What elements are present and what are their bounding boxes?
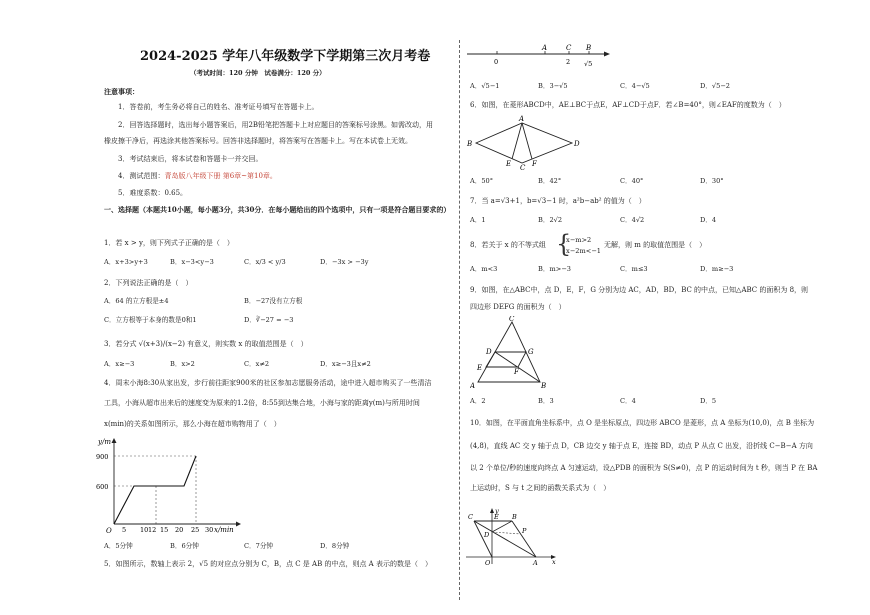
section-heading: 一、选择题（本题共10小题，每小题3分，共30分．在每小题给出的四个选项中，只有一项是符合题目要求的） bbox=[104, 205, 451, 214]
segment-db bbox=[492, 521, 512, 532]
exam-subtitle: （考试时间：120 分钟 试卷满分：120 分） bbox=[190, 69, 326, 77]
q6-option-c: C．40° bbox=[620, 177, 644, 185]
notice-item-3: 3．考试结束后，将本试卷和答题卡一并交回。 bbox=[118, 155, 263, 163]
label-e: E bbox=[506, 160, 512, 168]
q2-stem: 2．下列说法正确的是（ ） bbox=[104, 279, 193, 287]
y-tick-900: 900 bbox=[96, 453, 109, 461]
q3-option-d: D．x≥−3且x≠2 bbox=[320, 360, 371, 368]
q8-inequality-2: x−2m<−1 bbox=[566, 247, 601, 255]
x-tick-30: 30 bbox=[205, 526, 214, 534]
q9-option-b: B．3 bbox=[538, 397, 554, 405]
q3-option-b: B．x>2 bbox=[170, 360, 195, 368]
q1-option-d: D．−3x > −3y bbox=[320, 258, 369, 266]
q9-option-c: C．4 bbox=[620, 397, 636, 405]
rhombus-figure bbox=[464, 114, 584, 170]
q5-option-b: B．3−√5 bbox=[538, 82, 568, 90]
label-d: D bbox=[484, 531, 490, 539]
x-axis-label: x/min bbox=[214, 526, 234, 534]
label-y: y bbox=[495, 507, 499, 515]
triangle-figure bbox=[470, 316, 550, 390]
test-scope: 青岛版八年级下册 第6章~第10章。 bbox=[164, 172, 277, 180]
label-c: C bbox=[468, 513, 473, 521]
distance-line bbox=[114, 456, 196, 524]
q6-option-d: D．30° bbox=[700, 177, 724, 185]
label-b: B bbox=[467, 140, 473, 148]
exam-title: 2024-2025 学年八年级数学下学期第三次月考卷 bbox=[140, 49, 431, 64]
number-line bbox=[465, 42, 615, 70]
q7-option-c: C．4√2 bbox=[620, 216, 645, 224]
x-tick-20: 20 bbox=[175, 526, 184, 534]
q8-inequality-1: x−m>2 bbox=[566, 236, 592, 244]
notice-item-2-cont: 橡皮擦干净后，再选涂其他答案标号。回答非选择题时，将答案写在答题卡上。写在本试卷上无效。 bbox=[104, 137, 412, 145]
q10-stem-line4: 上运动时，S 与 t 之间的函数关系式为（ ） bbox=[470, 484, 611, 492]
q3-stem: 3．若分式 √(x+3)/(x−2) 有意义，则实数 x 的取值范围是（ ） bbox=[104, 340, 308, 348]
q8-option-c: C．m≤3 bbox=[620, 265, 648, 273]
label-d: D bbox=[486, 348, 492, 356]
q9-option-a: A．2 bbox=[470, 397, 486, 405]
q2-option-c: C．立方根等于本身的数是0和1 bbox=[104, 316, 197, 324]
segment-af bbox=[522, 123, 532, 159]
label-x: x bbox=[552, 558, 556, 566]
notice-item-4 bbox=[118, 173, 277, 180]
q8-option-b: B．m>−3 bbox=[538, 265, 571, 273]
q1-option-c: C．x/3 < y/3 bbox=[244, 258, 286, 266]
q9-stem-line1: 9．如图，在△ABC中，点 D，E，F，G 分别为边 AC，AD，BD，BC 的中点，已知△ABC 的面积为 8，则 bbox=[470, 286, 809, 294]
q4-option-c: C．7分钟 bbox=[244, 542, 274, 550]
label-a: A bbox=[519, 115, 525, 123]
y-axis-arrow bbox=[112, 438, 117, 443]
label-e: E bbox=[477, 364, 483, 372]
label-f: F bbox=[532, 160, 537, 168]
tick-label-sqrt5: √5 bbox=[584, 60, 593, 68]
q4-option-d: D．8分钟 bbox=[320, 542, 350, 550]
q3-option-c: C．x≠2 bbox=[244, 360, 270, 368]
q6-option-a: A．50° bbox=[470, 177, 494, 185]
q2-option-d: D．∛−27 = −3 bbox=[244, 316, 294, 324]
q7-option-a: A．1 bbox=[470, 216, 486, 224]
label-c: C bbox=[520, 164, 526, 170]
x-tick-25: 25 bbox=[191, 526, 200, 534]
point-a-label: A bbox=[542, 44, 548, 52]
notice-item-1: 1．答卷前，考生务必将自己的姓名、准考证号填写在答题卡上。 bbox=[118, 103, 319, 111]
label-g: G bbox=[528, 348, 534, 356]
rhombus-coordinate-figure bbox=[464, 506, 560, 566]
q4-stem-line3: x(min)的关系如图所示，那么小海在超市购物用了（ ） bbox=[104, 420, 281, 428]
q2-option-b: B．−27没有立方根 bbox=[244, 297, 303, 305]
q7-option-b: B．2√2 bbox=[538, 216, 563, 224]
q6-option-b: B．42° bbox=[538, 177, 562, 185]
q6-stem: 6．如图，在菱形ABCD中，AE⊥BC于点E，AF⊥CD于点F．若∠B=40°，则∠EAF的度数为（ ） bbox=[470, 101, 786, 109]
q2-option-a: A．64 的立方根是±4 bbox=[104, 297, 169, 305]
q1-stem: 1．若 x > y，则下列式子正确的是（ ） bbox=[104, 239, 234, 247]
distance-time-graph bbox=[96, 436, 246, 536]
q5-option-a: A．√5−1 bbox=[470, 82, 500, 90]
q7-stem: 7．当 a=√3+1，b=√3−1 时，a²b−ab² 的值为（ ） bbox=[470, 197, 646, 205]
q10-stem-line3: 以 2 个单位/秒的速度向终点 A 匀速运动，设△PDB 的面积为 S(S≠0)，点 P 的运动时间为 t 秒，则当 P 在 BA bbox=[470, 464, 818, 472]
q9-stem-line2: 四边形 DEFG 的面积为（ ） bbox=[470, 303, 566, 311]
q1-option-b: B．x−3<y−3 bbox=[170, 258, 214, 266]
q7-option-d: D．4 bbox=[700, 216, 717, 224]
x-axis-arrow bbox=[236, 522, 241, 527]
number-line-arrow bbox=[604, 52, 610, 57]
q10-stem-line1: 10．如图，在平面直角坐标系中，点 O 是坐标原点，四边形 ABCO 是菱形，点 A 坐标为(10,0)，点 B 坐标为 bbox=[470, 419, 815, 427]
x-tick-12: 12 bbox=[148, 526, 157, 534]
q4-option-a: A．5分钟 bbox=[104, 542, 133, 550]
notice-item-5: 5．难度系数：0.65。 bbox=[118, 189, 188, 197]
point-c-label: C bbox=[566, 44, 572, 52]
system-brace: { bbox=[556, 230, 572, 258]
q5-option-c: C．4−√5 bbox=[620, 82, 650, 90]
label-c: C bbox=[509, 316, 515, 323]
q10-stem-line2: (4,8)，直线 AC 交 y 轴于点 D，CB 边交 y 轴于点 E，连接 BD，动点 P 从点 C 出发，沿折线 C−B−A 方向 bbox=[470, 442, 813, 450]
q4-stem-line2: 工具，小海从超市出来后的速度变为原来的1.2倍，8:55到达集合地，小海与家的距离y(m)与所用时间 bbox=[104, 399, 420, 407]
label-e: E bbox=[494, 513, 499, 521]
q8-stem-prefix: 8．若关于 x 的不等式组 bbox=[470, 241, 546, 249]
notice-item-2: 2．回答选择题时，选出每小题答案后，用2B铅笔把答题卡上对应题目的答案标号涂黑。如需改动，用 bbox=[118, 121, 434, 129]
q3-option-a: A．x≥−3 bbox=[104, 360, 135, 368]
label-b: B bbox=[512, 513, 517, 521]
label-d: D bbox=[574, 140, 580, 148]
q8-stem-suffix: 无解，则 m 的取值范围是（ ） bbox=[604, 241, 707, 249]
notice-item-4-label: 4．测试范围： bbox=[118, 172, 165, 180]
q5-option-d: D．√5−2 bbox=[700, 82, 730, 90]
tick-label-2: 2 bbox=[566, 58, 571, 66]
label-p: P bbox=[522, 527, 527, 535]
q4-stem-line1: 4．周末小海8:30从家出发，步行前往距家900米的社区参加志愿服务活动，途中进入超市购买了一些清洁 bbox=[104, 379, 432, 387]
label-f: F bbox=[514, 368, 519, 376]
segment-ae bbox=[512, 123, 522, 159]
y-axis-label: y/m bbox=[98, 438, 111, 446]
q8-option-d: D．m≥−3 bbox=[700, 265, 734, 273]
y-tick-600: 600 bbox=[96, 483, 109, 491]
q8-option-a: A．m<3 bbox=[470, 265, 498, 273]
label-b: B bbox=[541, 382, 547, 390]
label-o: O bbox=[485, 559, 491, 566]
q9-option-d: D．5 bbox=[700, 397, 717, 405]
x-tick-10: 10 bbox=[140, 526, 149, 534]
q1-option-a: A．x+3>y+3 bbox=[104, 258, 148, 266]
column-divider bbox=[459, 40, 460, 600]
q5-stem: 5．如图所示，数轴上表示 2，√5 的对应点分别为 C，B，点 C 是 AB 的中点，则点 A 表示的数是（ ） bbox=[104, 560, 432, 568]
tick-label-0: 0 bbox=[494, 58, 499, 66]
origin-label: O bbox=[106, 527, 112, 535]
point-b-label: B bbox=[586, 44, 592, 52]
label-a: A bbox=[533, 559, 538, 566]
label-a: A bbox=[470, 382, 476, 390]
x-tick-15: 15 bbox=[160, 526, 169, 534]
notice-heading: 注意事项： bbox=[104, 87, 139, 96]
q4-option-b: B．6分钟 bbox=[170, 542, 199, 550]
x-tick-5: 5 bbox=[122, 526, 127, 534]
